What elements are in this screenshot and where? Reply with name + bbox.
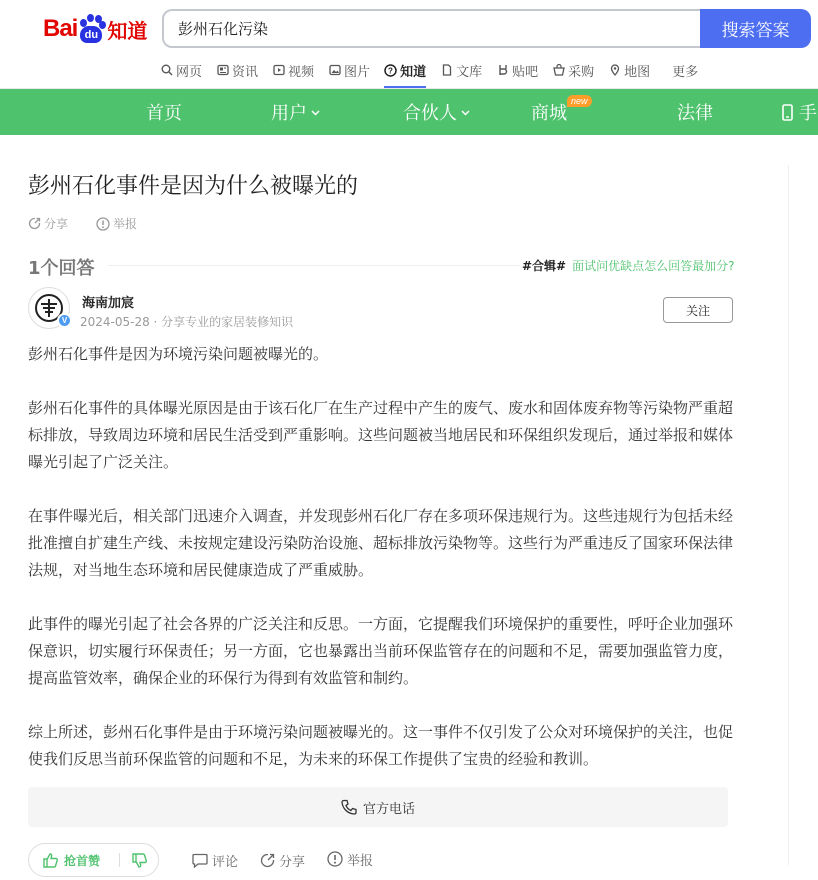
search-input[interactable]: [164, 11, 700, 46]
question-content: [0, 135, 818, 880]
question-report-label: 举报: [113, 217, 138, 231]
nav-home[interactable]: [146, 89, 182, 135]
nav-home-label: 首页: [146, 103, 182, 124]
answer-paragraph: 此事件的曝光引起了社会各界的广泛关注和反思。一方面，它提醒我们环境保护的重要性，呼吁企业加强环保意识，切实履行环保责任；另一方面，它也暴露出当前环保监管存在的问题和不足，需要加强监管力度，提高监管效率，确保企业的环保行为得到有效监管和制约。: [28, 615, 734, 687]
answer-paragraph: 在事件曝光后，相关部门迅速介入调查，并发现彭州石化厂存在多项环保违规行为。这些违规行为包括未经批准擅自扩建生产线、未按规定建设污染防治设施、超标排放污染物等。这些行为严重违反了国家环保法律法规，对当地生态环境和居民健康造成了严重威胁。: [28, 507, 734, 579]
tab-wenku[interactable]: [440, 58, 482, 82]
search-answer-button[interactable]: 搜索答案: [700, 9, 811, 48]
answer-paragraph: 综上所述，彭州石化事件是由于环境污染问题被曝光的。这一事件不仅引发了公众对环境保护的关注，也促使我们反思当前环保监管的问题和不足，为未来的环保工作提供了宝贵的经验和教训。: [28, 723, 734, 768]
nav-law-label: 法律: [677, 103, 713, 124]
nav-mall[interactable]: [531, 89, 588, 135]
nav-law[interactable]: [677, 89, 713, 135]
tab-zhidao-label: 知道: [400, 64, 427, 80]
question-share-button[interactable]: [28, 215, 68, 232]
official-phone-label: 官方电话: [362, 801, 415, 817]
nav-partner-label: 合伙人: [403, 103, 457, 124]
comment-button[interactable]: [192, 851, 238, 870]
logo-text-bai: Bai: [43, 15, 78, 42]
tab-more-label: 更多: [672, 64, 699, 80]
question-report-button[interactable]: [96, 215, 137, 232]
answer-report-button[interactable]: [327, 848, 373, 870]
share-icon: [260, 853, 279, 868]
answer-body: [28, 341, 734, 773]
author-name[interactable]: 海南加宸: [82, 296, 135, 311]
phone-icon: [782, 104, 793, 121]
tieba-icon: [496, 64, 509, 77]
answer-actions: [192, 851, 395, 870]
search-icon: [160, 64, 173, 77]
answer-share-button[interactable]: [260, 851, 305, 870]
question-actions: [28, 215, 165, 232]
zhidao-nav-bar: [0, 89, 818, 135]
chevron-down-icon: [461, 106, 470, 119]
tab-map[interactable]: [608, 58, 650, 82]
author-meta: 2024-05-28 · 分享专业的家居装修知识: [80, 315, 294, 329]
question-share-label: 分享: [44, 217, 69, 231]
follow-button[interactable]: 关注: [663, 297, 733, 323]
dislike-button[interactable]: [120, 853, 158, 868]
like-label: 抢首赞: [64, 853, 101, 868]
tab-web-label: 网页: [176, 64, 203, 80]
tab-image[interactable]: [328, 58, 370, 82]
top-header: [0, 0, 818, 89]
svg-text:?: ?: [388, 66, 394, 75]
tab-wenku-label: 文库: [456, 64, 483, 80]
news-icon: [216, 64, 229, 77]
logo-text-du: du: [80, 26, 102, 43]
image-icon: [328, 64, 341, 77]
tab-map-label: 地图: [624, 64, 651, 80]
basket-icon: [552, 64, 565, 77]
tab-tieba[interactable]: [496, 58, 538, 82]
phone-icon: [341, 799, 363, 815]
topic-hashtag: [522, 257, 735, 274]
answer-count: 1个回答: [28, 258, 95, 279]
tab-news[interactable]: [216, 58, 258, 82]
tab-image-label: 图片: [344, 64, 371, 80]
nav-mobile[interactable]: [782, 89, 817, 135]
like-button[interactable]: [29, 852, 119, 869]
report-icon: [96, 217, 113, 231]
tab-video[interactable]: [272, 58, 314, 82]
nav-user-label: 用户: [271, 103, 307, 124]
tab-news-label: 资讯: [232, 64, 259, 80]
document-icon: [440, 64, 453, 77]
chevron-down-icon: [311, 106, 320, 119]
video-icon: [272, 64, 285, 77]
vote-box: [28, 843, 159, 877]
report-icon: [327, 851, 347, 867]
search-nav-tabs: [160, 58, 712, 88]
question-title: 彭州石化事件是因为什么被曝光的: [28, 174, 359, 199]
tab-zhidao[interactable]: [384, 58, 426, 82]
thumbs-up-icon: [43, 853, 64, 868]
map-icon: [608, 64, 621, 77]
nav-mall-label: 商城: [531, 103, 567, 124]
nav-user[interactable]: [271, 89, 320, 135]
tab-purchase-label: 采购: [568, 64, 595, 80]
verified-badge-icon: V: [57, 313, 72, 328]
nav-partner[interactable]: [403, 89, 470, 135]
comment-icon: [192, 853, 212, 868]
tab-tieba-label: 贴吧: [512, 64, 539, 80]
hashtag-label: #合辑#: [522, 259, 567, 273]
answer-report-label: 举报: [347, 853, 374, 869]
hashtag-link[interactable]: 面试问优缺点怎么回答最加分?: [572, 259, 735, 273]
tab-video-label: 视频: [288, 64, 315, 80]
tab-purchase[interactable]: [552, 58, 594, 82]
share-icon: [28, 217, 44, 230]
divider: [108, 265, 520, 266]
question-icon: [384, 64, 397, 77]
paw-icon: [78, 14, 104, 44]
answer-paragraph: 彭州石化事件是因为环境污染问题被曝光的。: [28, 345, 329, 363]
answer-paragraph: 彭州石化事件的具体曝光原因是由于该石化厂在生产过程中产生的废气、废水和固体废弃物等污染物严重超标排放，导致周边环境和居民生活受到严重影响。这些问题被当地居民和环保组织发现后，通过举报和媒体曝光引起了广泛关注。: [28, 399, 734, 471]
logo-text-zhidao: 知道: [107, 18, 148, 43]
search-box: [162, 9, 700, 48]
official-phone-button[interactable]: [28, 787, 728, 827]
new-badge: new: [567, 95, 592, 107]
tab-web[interactable]: [160, 58, 202, 82]
nav-mobile-label: 手: [799, 103, 817, 124]
baidu-zhidao-logo[interactable]: [43, 12, 147, 46]
thumbs-down-icon: [132, 853, 147, 868]
comment-label: 评论: [212, 855, 239, 870]
tab-more[interactable]: [672, 58, 698, 82]
answer-share-label: 分享: [279, 855, 306, 870]
